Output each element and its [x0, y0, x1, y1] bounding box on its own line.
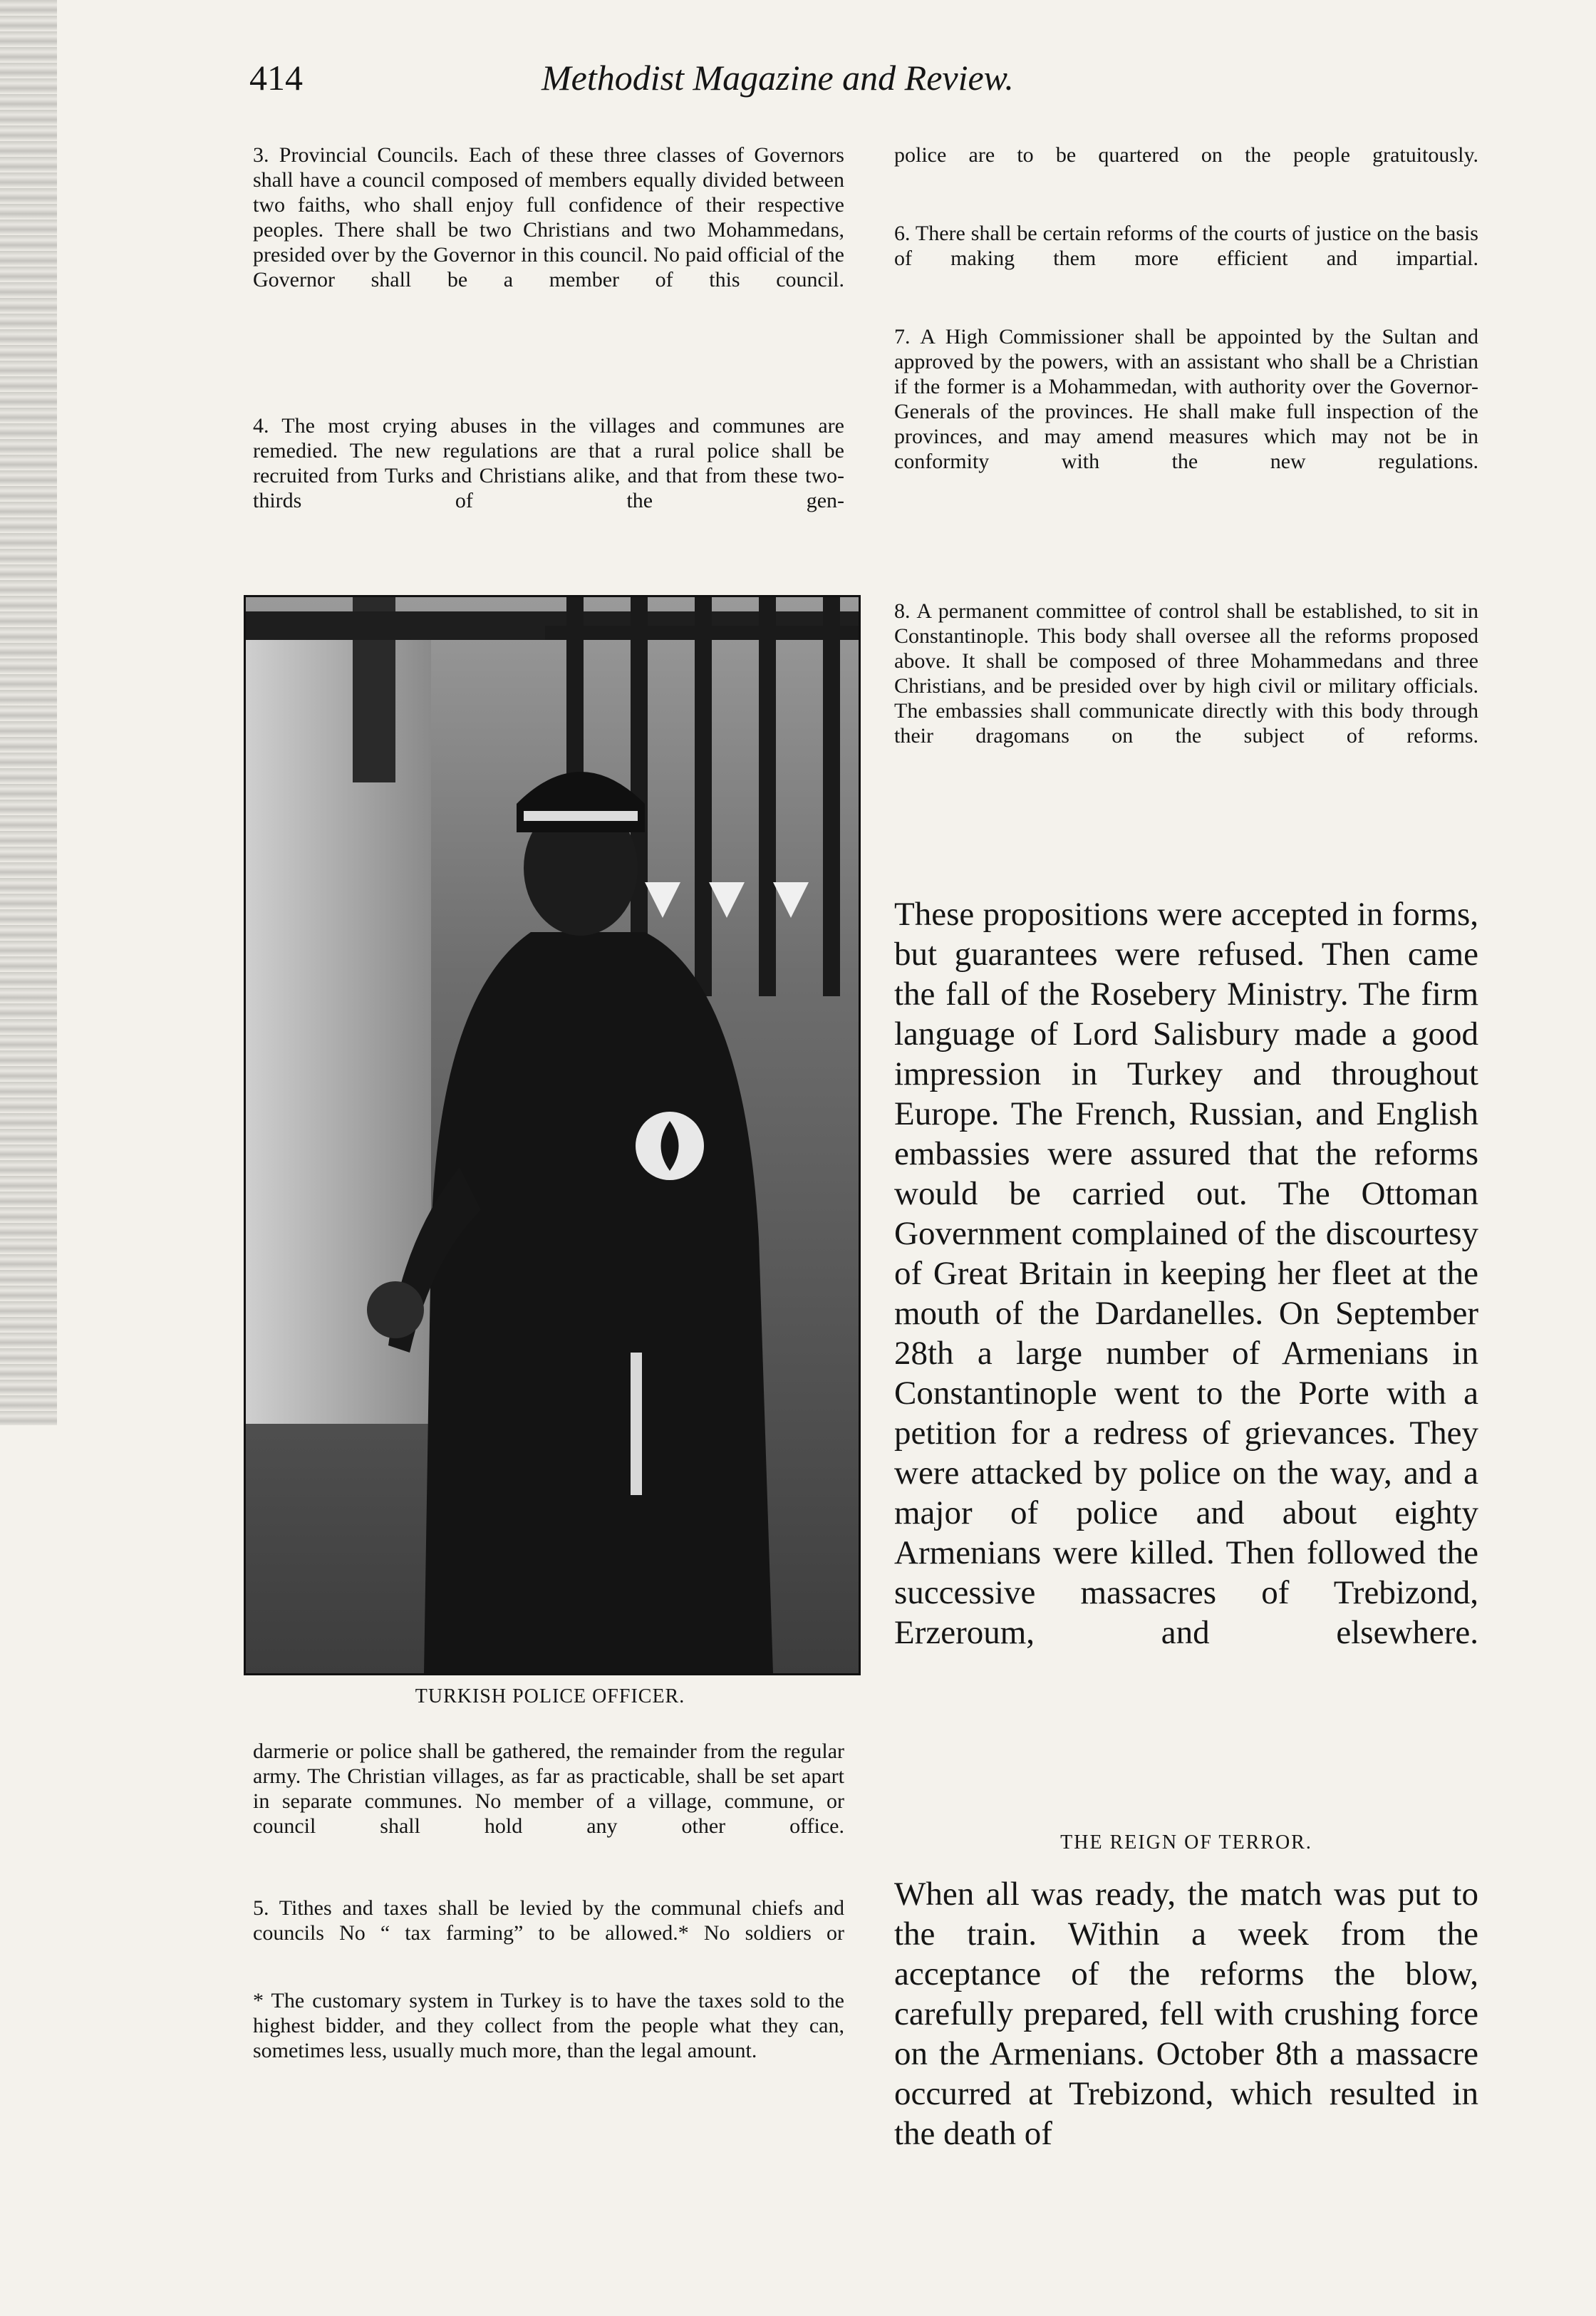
paragraph-item-4-continued: darmerie or police shall be gathered, the remainder from the regular army. The Christian villages, as far as practicable, shall be set apart in separate communes. No member of a village, commune, or council shall hold any other office. [253, 1739, 844, 1838]
paragraph-item-7: 7. A High Commissioner shall be appointed by the Sultan and approved by the powers, with an assistant who shall be a Christian if the former is a Mohammedan, with authority over the Governor-Generals of the provinces. He shall make full inspection of the provinces, and may amend measures which may not be in conformity with the new regulations. [894, 325, 1478, 473]
paragraph-item-3: 3. Provincial Councils. Each of these three classes of Governors shall have a council composed of members equally divided between two faiths, who shall enjoy full confidence of their respective peoples. There shall be two Christians and two Mohammedans, presided over by the Governor in this council. No paid official of the Governor shall be a member of this council. [253, 143, 844, 291]
figure-caption: TURKISH POLICE OFFICER. [415, 1685, 685, 1707]
page-number: 414 [249, 58, 303, 98]
page-header [249, 57, 1176, 114]
paragraph-narrative: These propositions were accepted in forms, but guarantees were refused. Then came the fall of the Rosebery Ministry. The firm language of Lord Salisbury made a good impression in Turkey and throughout Europe. The French, Russian, and English embassies were assured that the reforms would be carried out. The Ottoman Government complained of the discourtesy of Great Britain in keeping her fleet at the mouth of the Dardanelles. On September 28th a large number of Armenians in Constantinople went to the Porte with a petition for a redress of grievances. They were attacked by police on the way, and a major of police and about eighty Armenians were killed. Then followed the successive massacres of Trebizond, Erzeroum, and elsewhere. [894, 896, 1478, 1651]
paragraph-item-5: 5. Tithes and taxes shall be levied by the communal chiefs and councils No “ tax farming” to be allowed.* No soldiers or [253, 1896, 844, 1945]
paragraph-item-6: 6. There shall be certain reforms of the courts of justice on the basis of making them more efficient and impartial. [894, 222, 1478, 270]
paragraph-section-text: When all was ready, the match was put to the train. Within a week from the acceptance of the reforms the blow, carefully prepared, fell with crushing force on the Armenians. October 8th a massacre occurred at Trebizond, which resulted in the death of [894, 1876, 1478, 2152]
scanned-page-edge [0, 0, 57, 1425]
running-title: Methodist Magazine and Review. [542, 58, 1014, 98]
photo-turkish-police-officer [244, 595, 861, 1675]
footnote: * The customary system in Turkey is to have the taxes sold to the highest bidder, and they collect from the people what they can, sometimes less, usually much more, than the legal amount. [253, 1989, 844, 2062]
paragraph-item-8: 8. A permanent committee of control shall be established, to sit in Constantinople. This body shall oversee all the reforms proposed above. It shall be composed of three Mohammedans and three Christians, and be presided over by high civil or military officials. The embassies shall communicate directly with this body through their dragomans on the subject of reforms. [894, 599, 1478, 748]
paragraph-item-4: 4. The most crying abuses in the villages and communes are remedied. The new regulations are that a rural police shall be recruited from Turks and Christians alike, and that from these two-thirds of the gen- [253, 414, 844, 512]
section-heading: THE REIGN OF TERROR. [1060, 1831, 1312, 1854]
paragraph-item-5-continued: police are to be quartered on the people gratuitously. [894, 143, 1478, 167]
